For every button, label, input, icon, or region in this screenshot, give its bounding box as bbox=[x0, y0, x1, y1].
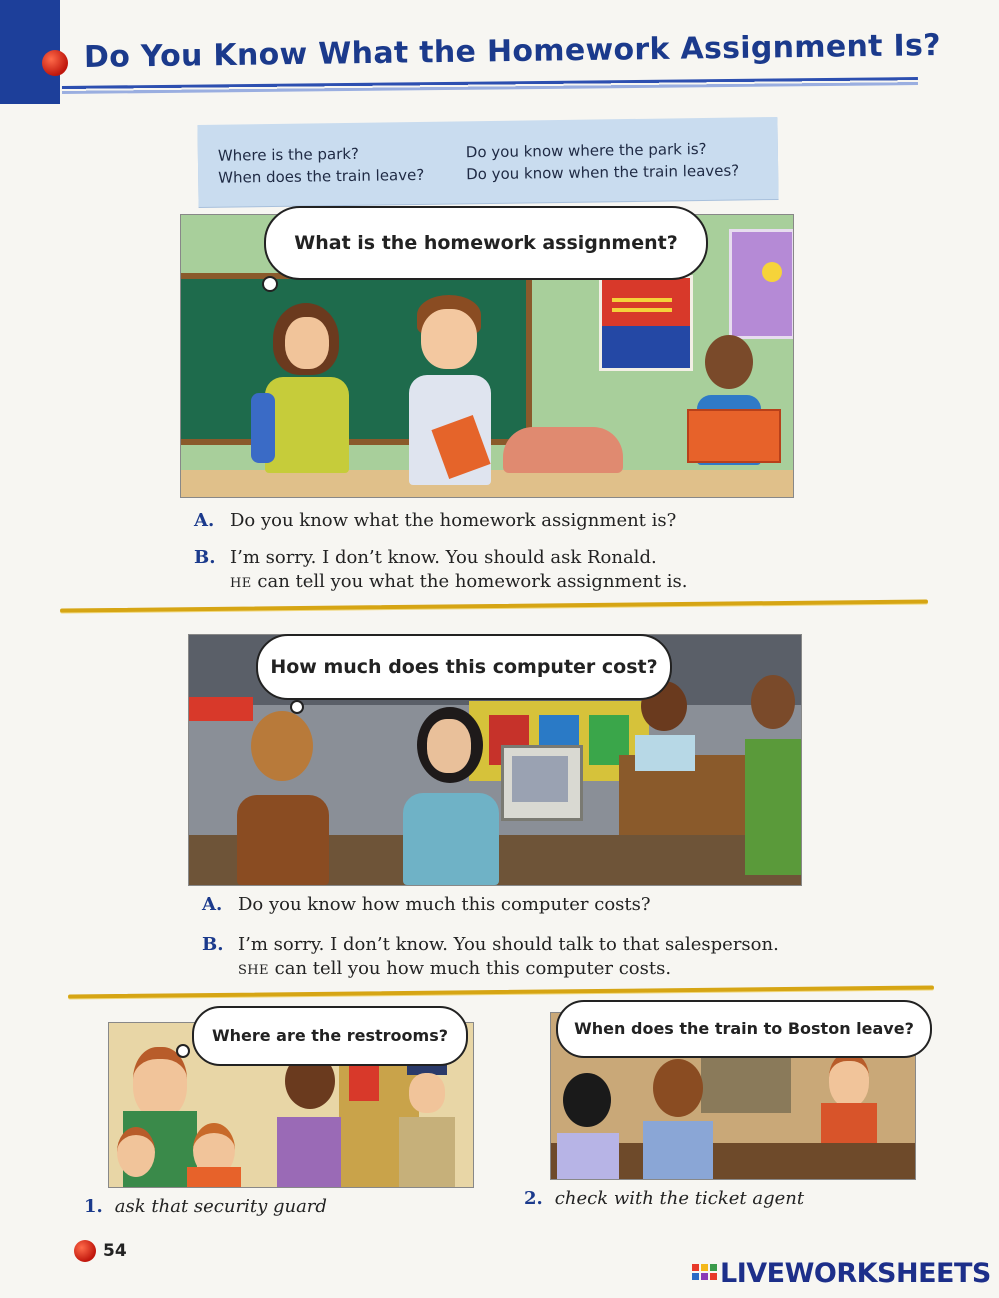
flower-poster bbox=[729, 229, 794, 339]
emphasized-pronoun: HE bbox=[230, 576, 252, 591]
dialog-text: Do you know what the homework assignment is? bbox=[230, 510, 677, 531]
traveler-figure bbox=[557, 1073, 619, 1179]
thought-dot bbox=[176, 1044, 190, 1058]
page-title: Do You Know What the Homework Assignment Is? bbox=[83, 28, 942, 75]
grammar-line: When does the train leave? bbox=[218, 165, 425, 187]
dialog-text: can tell you what the homework assignment is. bbox=[257, 571, 688, 592]
dialog-line-b-cont bbox=[238, 957, 671, 983]
page-number: 54 bbox=[103, 1241, 127, 1261]
speaker-label: B. bbox=[202, 934, 224, 955]
ronald-reading-figure bbox=[681, 335, 771, 465]
dialog-line-b bbox=[202, 933, 779, 957]
dialog-line-a bbox=[202, 893, 651, 917]
speech-bubble: What is the homework assignment? bbox=[264, 206, 708, 280]
grammar-line: Do you know where the park is? bbox=[465, 139, 707, 162]
section-divider bbox=[68, 985, 934, 998]
security-guard-figure bbox=[399, 1061, 455, 1187]
speech-bubble: When does the train to Boston leave? bbox=[556, 1000, 932, 1058]
liveworksheets-logo bbox=[690, 1258, 990, 1290]
logo-square-icon bbox=[701, 1273, 708, 1280]
exercise-caption bbox=[84, 1196, 327, 1217]
dialog-text: I’m sorry. I don’t know. You should ask Ronald. bbox=[230, 547, 657, 568]
woman-figure bbox=[277, 1053, 341, 1187]
boy-figure bbox=[405, 295, 495, 485]
customer-man-figure bbox=[745, 675, 801, 875]
speech-bubble: How much does this computer cost? bbox=[256, 634, 672, 700]
dialog-text: I’m sorry. I don’t know. You should talk to that salesperson. bbox=[238, 934, 779, 955]
grammar-line: Where is the park? bbox=[217, 144, 360, 165]
girl-figure bbox=[265, 303, 349, 473]
grammar-box bbox=[197, 117, 778, 207]
speaker-label: B. bbox=[194, 547, 216, 568]
speaker-label: A. bbox=[194, 510, 215, 531]
girl-child-figure bbox=[187, 1123, 241, 1187]
speaker-label: A. bbox=[202, 894, 223, 915]
customer-woman-figure bbox=[229, 711, 329, 885]
exercise-number: 1. bbox=[84, 1196, 103, 1217]
grammar-direct-questions bbox=[218, 142, 425, 189]
logo-text: LIVEWORKSHEETS bbox=[720, 1258, 991, 1289]
logo-square-icon bbox=[710, 1273, 717, 1280]
title-underline bbox=[62, 77, 918, 94]
exercise-number: 2. bbox=[524, 1188, 543, 1209]
exercise-text: ask that security guard bbox=[114, 1196, 327, 1217]
emphasized-pronoun: SHE bbox=[238, 963, 269, 978]
computer-monitor bbox=[501, 745, 583, 821]
thought-dot bbox=[262, 276, 278, 292]
logo-square-icon bbox=[710, 1264, 717, 1271]
logo-square-icon bbox=[692, 1273, 699, 1280]
ticket-agent-figure bbox=[821, 1053, 877, 1143]
section-divider bbox=[60, 599, 928, 612]
grammar-line: Do you know when the train leaves? bbox=[466, 161, 740, 184]
grammar-embedded-questions bbox=[466, 137, 740, 185]
logo-square-icon bbox=[692, 1264, 699, 1271]
dialog-text: Do you know how much this computer costs? bbox=[238, 894, 651, 915]
restroom-sign bbox=[349, 1061, 379, 1101]
logo-square-icon bbox=[701, 1264, 708, 1271]
dialog-line-a bbox=[194, 509, 676, 533]
woman-traveler-figure bbox=[643, 1059, 713, 1179]
dialog-line-b-cont bbox=[230, 570, 688, 596]
speech-bubble: Where are the restrooms? bbox=[192, 1006, 468, 1066]
saleswoman-figure bbox=[399, 707, 499, 885]
exercise-caption bbox=[524, 1188, 804, 1209]
red-bullet-icon bbox=[42, 50, 68, 76]
dialog-text: can tell you how much this computer costs. bbox=[274, 958, 672, 979]
dialog-line-b bbox=[194, 546, 657, 570]
red-bullet-icon bbox=[74, 1240, 96, 1262]
thought-dot bbox=[290, 700, 304, 714]
flag-poster bbox=[599, 275, 693, 371]
child-figure bbox=[113, 1127, 159, 1187]
chair-back bbox=[503, 427, 623, 473]
exercise-text: check with the ticket agent bbox=[554, 1188, 805, 1209]
